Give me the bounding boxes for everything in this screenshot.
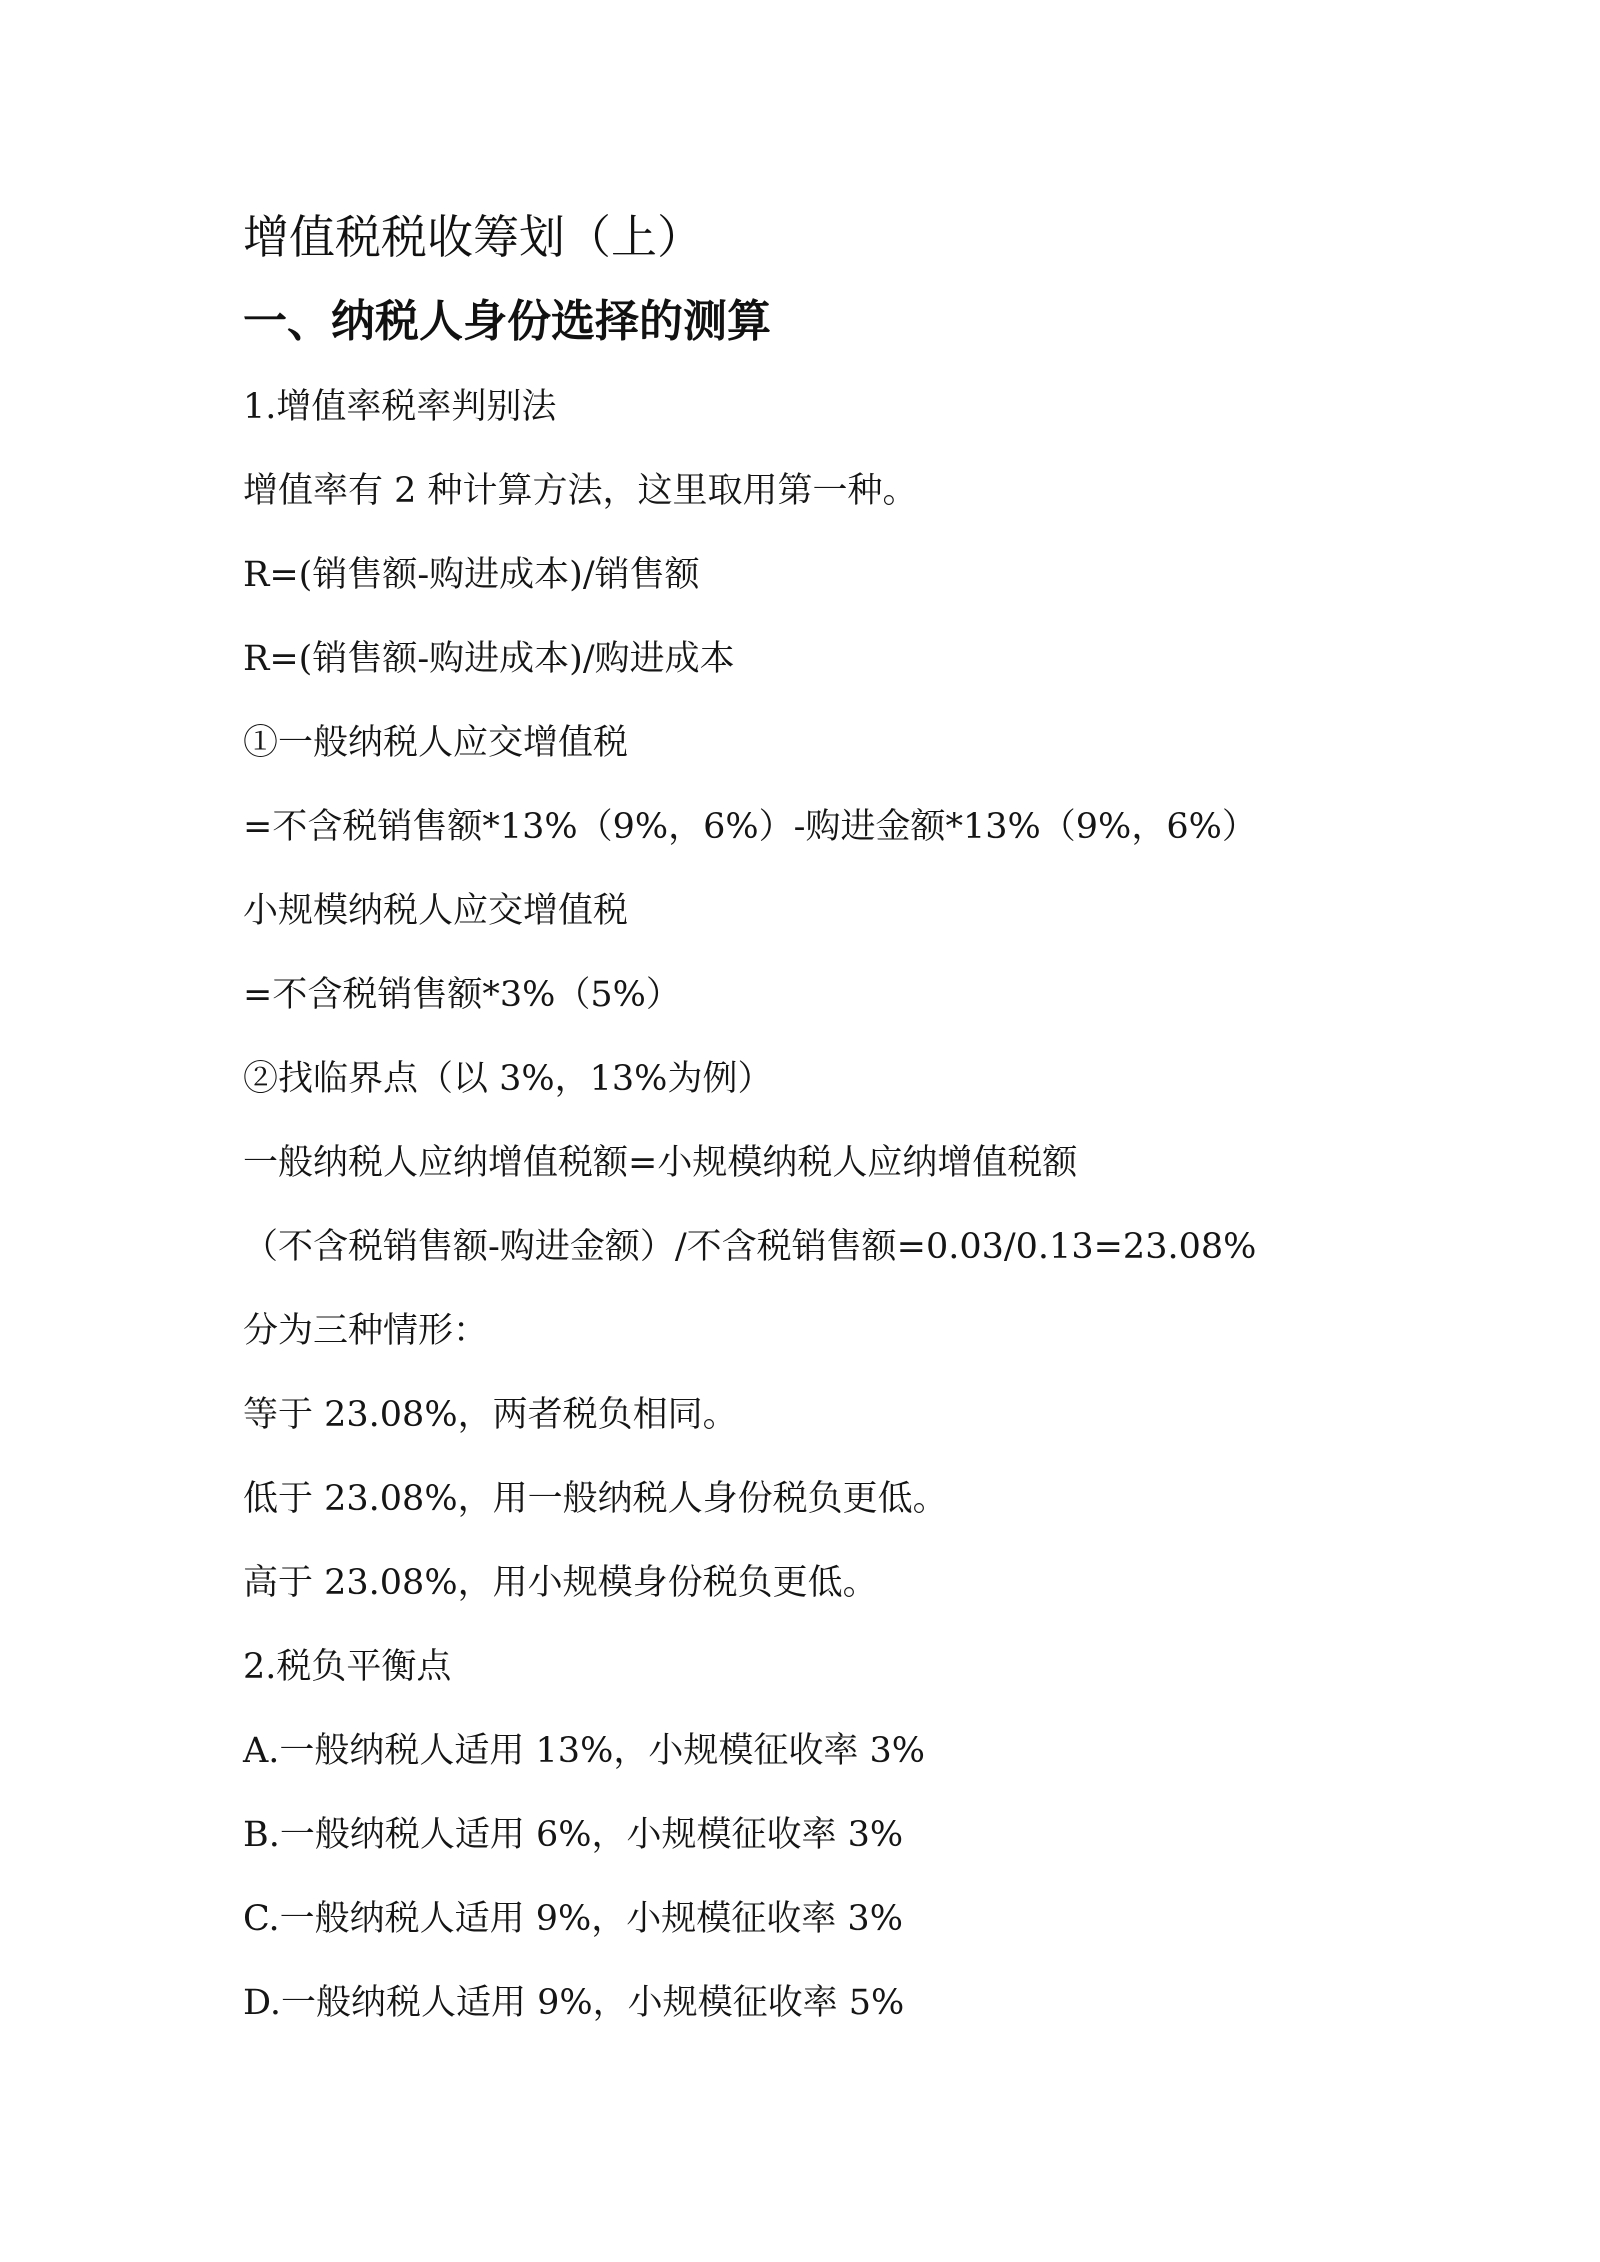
list-item: A.一般纳税人适用 13%，小规模征收率 3%	[243, 1731, 925, 1771]
page-title: 增值税税收筹划（上）	[243, 210, 703, 264]
formula: =不含税销售额*13%（9%，6%）-购进金额*13%（9%，6%）	[243, 807, 1257, 847]
list-item: B.一般纳税人适用 6%，小规模征收率 3%	[243, 1815, 904, 1855]
list-item: C.一般纳税人适用 9%，小规模征收率 3%	[243, 1899, 903, 1939]
document-body	[243, 206, 1403, 2062]
formula: R=(销售额-购进成本)/购进成本	[243, 639, 735, 679]
paragraph: 一般纳税人应纳增值税额=小规模纳税人应纳增值税额	[243, 1143, 1078, 1183]
subsection-heading-1: 1.增值率税率判别法	[243, 387, 557, 427]
paragraph: ②找临界点（以 3%，13%为例）	[243, 1059, 773, 1099]
subsection-heading-2: 2.税负平衡点	[243, 1647, 452, 1687]
formula: R=(销售额-购进成本)/销售额	[243, 555, 700, 595]
paragraph: 分为三种情形：	[243, 1311, 489, 1351]
formula: （不含税销售额-购进金额）/不含税销售额=0.03/0.13=23.08%	[243, 1227, 1257, 1267]
paragraph: 小规模纳税人应交增值税	[243, 891, 629, 931]
paragraph: ①一般纳税人应交增值税	[243, 723, 629, 763]
list-item: 低于 23.08%，用一般纳税人身份税负更低。	[243, 1479, 948, 1519]
section-heading: 一、纳税人身份选择的测算	[243, 296, 771, 347]
formula: =不含税销售额*3%（5%）	[243, 975, 681, 1015]
list-item: 高于 23.08%，用小规模身份税负更低。	[243, 1563, 878, 1603]
list-item: 等于 23.08%，两者税负相同。	[243, 1395, 738, 1435]
paragraph: 增值率有 2 种计算方法，这里取用第一种。	[243, 471, 918, 511]
list-item: D.一般纳税人适用 9%，小规模征收率 5%	[243, 1983, 905, 2023]
